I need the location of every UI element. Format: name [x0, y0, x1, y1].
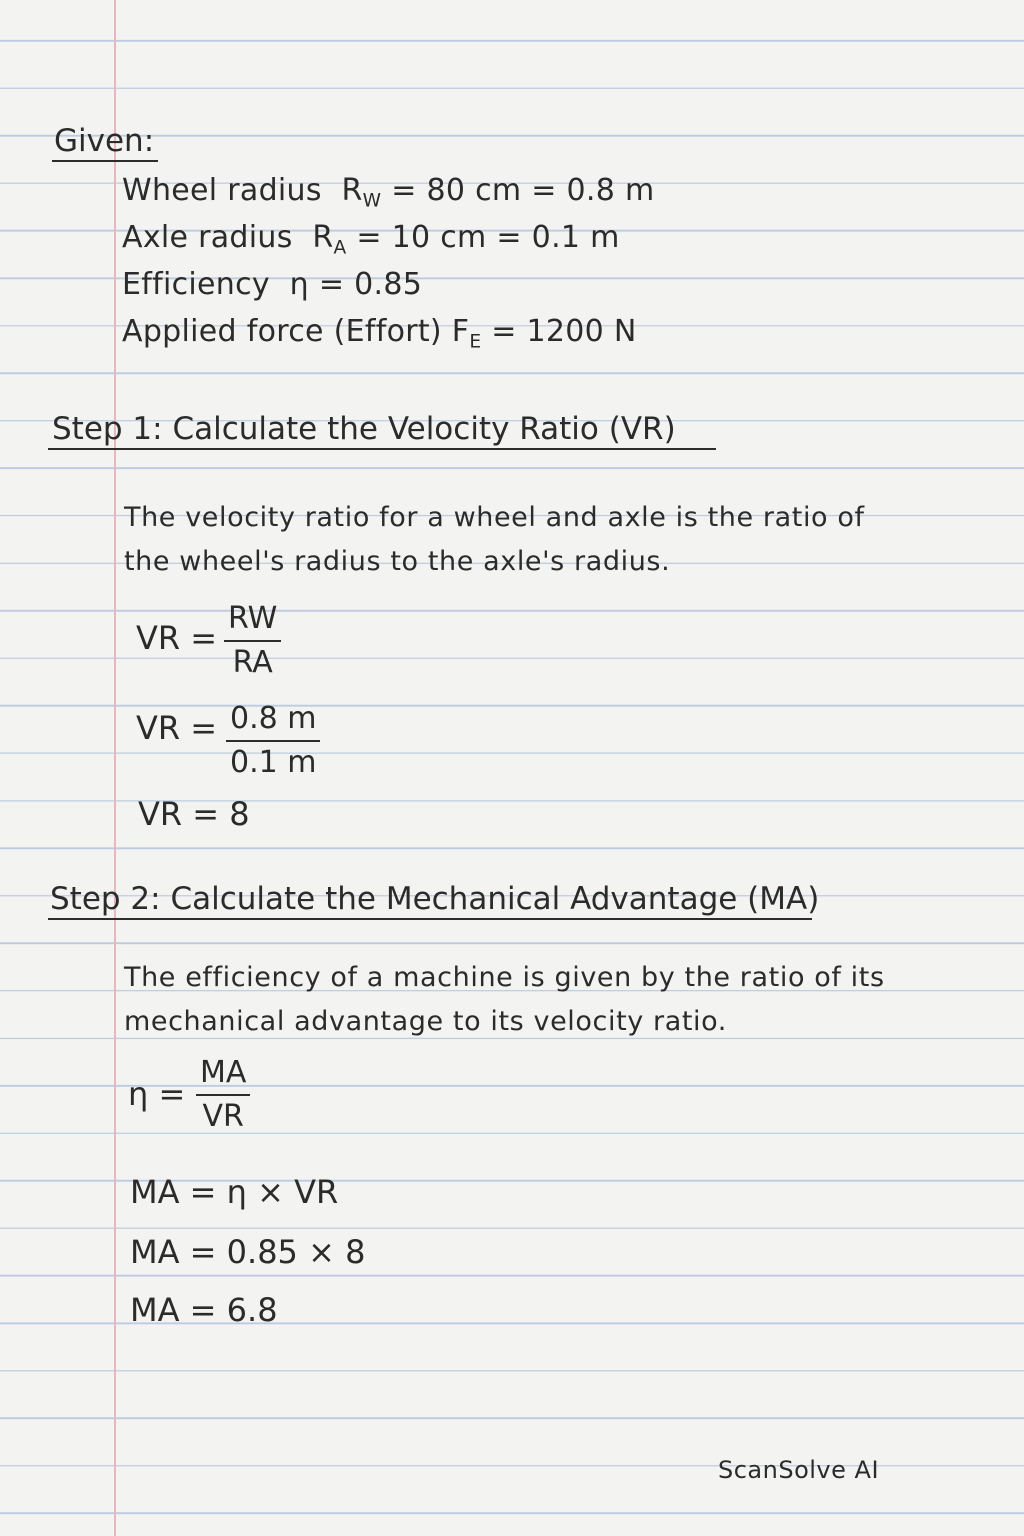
given-line-wheel-radius [122, 173, 655, 212]
step2-paragraph-line1: The efficiency of a machine is given by the ratio of its [124, 962, 885, 993]
fraction-denominator: 0.1 m [230, 745, 317, 780]
given-value: = 10 cm = 0.1 m [356, 220, 620, 255]
step2-eq4: MA = 6.8 [130, 1291, 278, 1329]
step2-eq1-lhs: η = [128, 1075, 186, 1113]
fraction-denominator: RA [232, 645, 273, 680]
step1-paragraph-line2: the wheel's radius to the axle's radius. [124, 546, 671, 577]
notebook-margin-line [114, 0, 116, 1536]
given-subscript: W [362, 190, 382, 212]
given-line-axle-radius [122, 220, 620, 259]
given-label: Wheel radius [122, 173, 322, 208]
step1-eq2-fraction [226, 701, 320, 780]
step1-underline [48, 448, 716, 450]
given-symbol: η [289, 267, 309, 302]
step2-eq1-fraction [196, 1055, 250, 1134]
step2-underline [48, 918, 812, 920]
fraction-denominator: VR [202, 1099, 244, 1134]
given-value: = 80 cm = 0.8 m [391, 173, 655, 208]
given-symbol: R [341, 173, 363, 208]
step1-eq1-fraction [224, 601, 281, 680]
step1-heading: Step 1: Calculate the Velocity Ratio (VR) [52, 411, 676, 447]
given-value: = 1200 N [491, 314, 637, 349]
fraction-numerator: 0.8 m [226, 704, 320, 742]
given-subscript: E [469, 331, 482, 353]
given-label: Efficiency [122, 267, 270, 302]
step1-paragraph-line1: The velocity ratio for a wheel and axle is the ratio of [124, 502, 865, 533]
given-subscript: A [333, 237, 347, 259]
given-symbol: F [451, 314, 470, 349]
step1-eq2-lhs: VR = [136, 709, 218, 747]
step2-eq2: MA = η × VR [130, 1173, 339, 1211]
given-label: Axle radius [122, 220, 293, 255]
step1-eq3: VR = 8 [138, 795, 250, 833]
given-line-applied-force [122, 314, 637, 353]
given-line-efficiency [122, 267, 423, 302]
given-label: Applied force (Effort) [122, 314, 442, 349]
fraction-numerator: RW [224, 604, 281, 642]
given-heading: Given: [54, 123, 155, 159]
given-value: = 0.85 [318, 267, 423, 302]
fraction-numerator: MA [196, 1058, 250, 1096]
step2-eq3: MA = 0.85 × 8 [130, 1233, 366, 1271]
step2-heading: Step 2: Calculate the Mechanical Advantage (MA) [50, 881, 820, 917]
scansolve-watermark: ScanSolve AI [718, 1456, 880, 1484]
given-symbol: R [312, 220, 334, 255]
step2-paragraph-line2: mechanical advantage to its velocity ratio. [124, 1006, 727, 1037]
given-underline [52, 160, 158, 162]
step1-eq1-lhs: VR = [136, 619, 218, 657]
